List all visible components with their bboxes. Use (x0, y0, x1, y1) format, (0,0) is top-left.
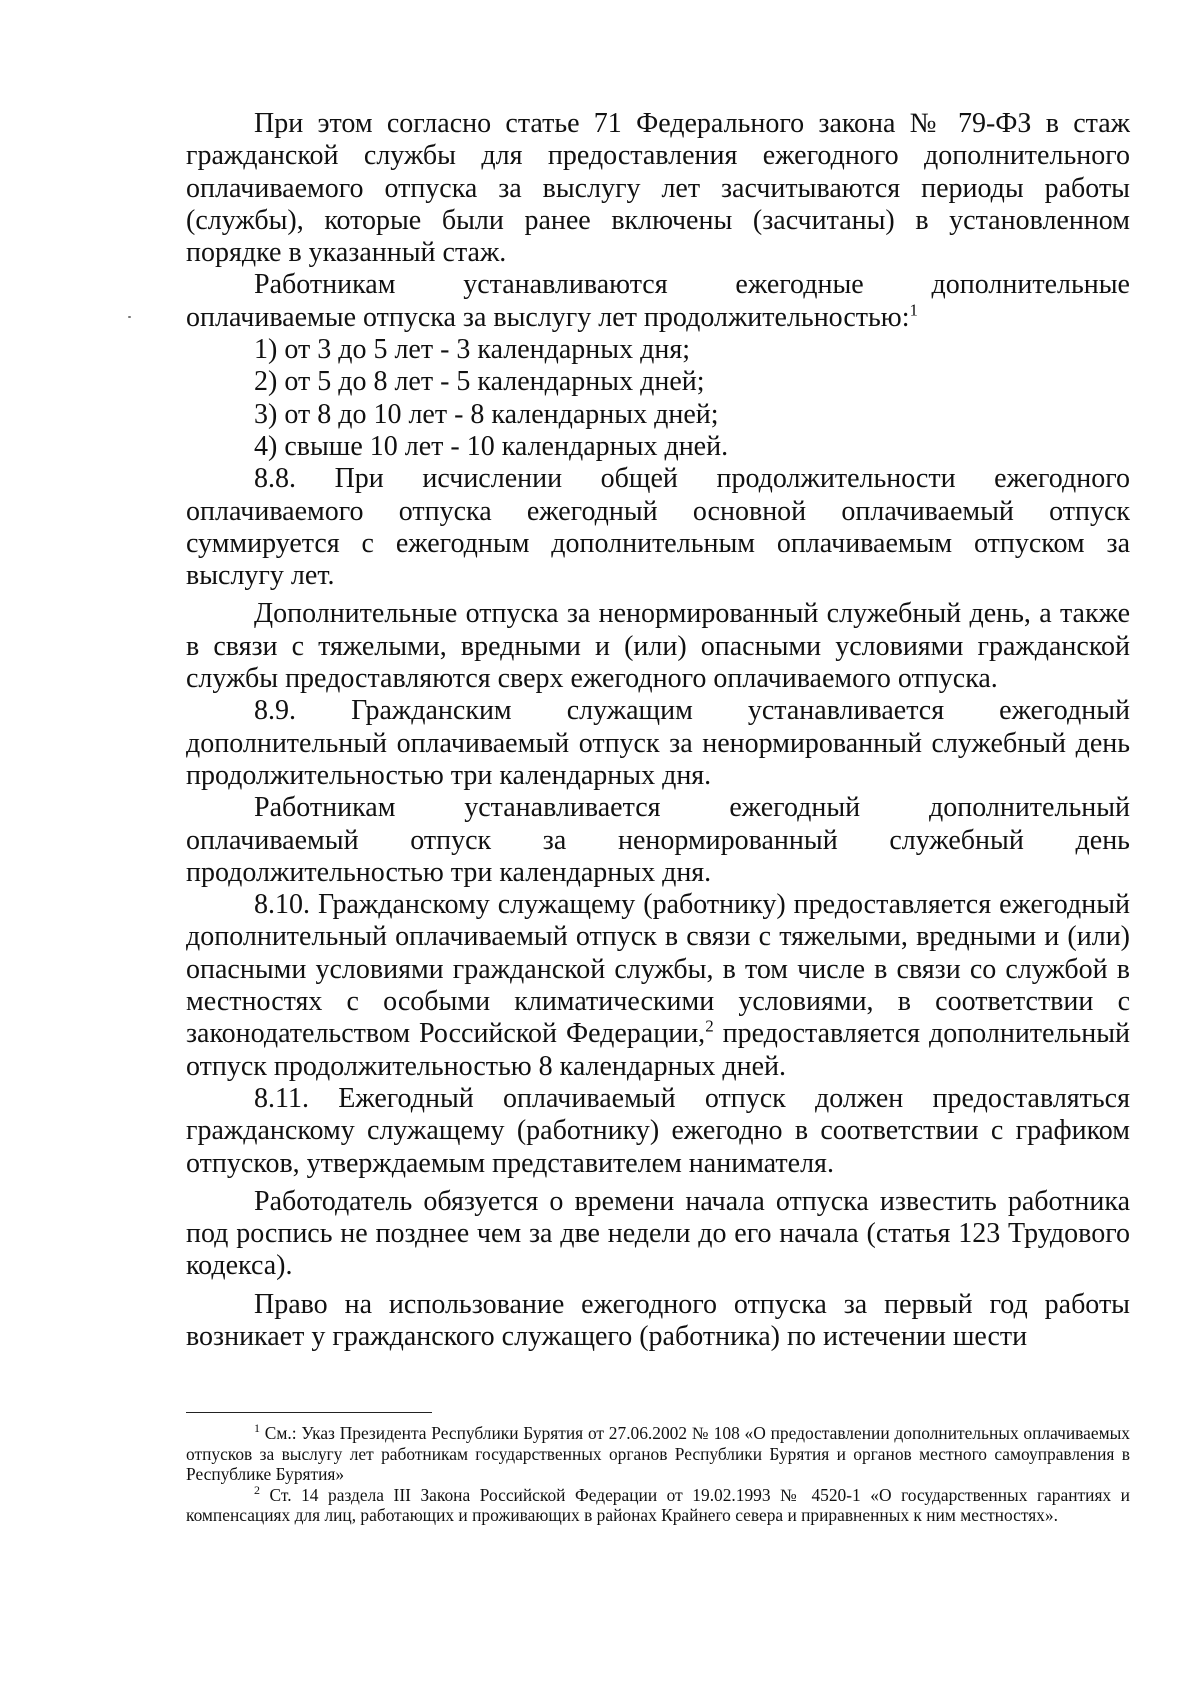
footnote-mark: 2 (254, 1482, 260, 1497)
footnotes (186, 1412, 1130, 1526)
list-item: 1) от 3 до 5 лет - 3 календарных дня; (254, 334, 690, 366)
footnote-text: Ст. 14 раздела III Закона Российской Федерации от 19.02.1993 № 4520-1 «О государственных гарантиях и компенсациях для лиц, работающих и проживающих в районах Крайнего севера и приравненных к ним местностях». (186, 1484, 1130, 1525)
word: ежегодный (729, 792, 861, 824)
footnote-mark: 1 (254, 1421, 260, 1436)
word: ненормированный (617, 824, 838, 856)
paragraph-employees-leave-rest (186, 302, 1130, 334)
text: оплачиваемые отпуска за выслугу лет продолжительностью: (186, 301, 910, 333)
paragraph-additional-leave: Дополнительные отпуска за ненормированный служебный день, а также в связи с тяжелыми, вредными и (или) опасными условиями гражданской службы предоставляются сверх ежегодного оплачиваемого отпуска. (186, 598, 1130, 695)
footnote-ref-2[interactable]: 2 (705, 1016, 714, 1036)
word: дополнительные (931, 269, 1130, 301)
paragraph-8-9: 8.9. Гражданским служащим устанавливается ежегодный дополнительный оплачиваемый отпуск за ненормированный служебный день продолжительностью три календарных дня. (186, 695, 1130, 791)
word: день (1075, 824, 1130, 856)
paragraph-8-8: 8.8. При исчислении общей продолжительности ежегодного оплачиваемого отпуска ежегодный основной оплачиваемый отпуск суммируется с ежегодным дополнительным оплачиваемым отпуском за выслугу лет. (186, 463, 1130, 592)
text: предоставляется дополнительный отпуск продолжительностью 8 календарных дней. (186, 1018, 1130, 1082)
footnote-separator (186, 1412, 432, 1413)
word: дополнительный (929, 792, 1130, 824)
paragraph-employees-irregular-line2 (186, 825, 1130, 857)
word: устанавливаются (463, 269, 668, 301)
list-item: 3) от 8 до 10 лет - 8 календарных дней; (254, 398, 719, 430)
word: за (542, 824, 567, 856)
word: служебный (889, 824, 1024, 856)
paragraph-8-10 (186, 889, 1130, 1083)
word: Работникам (254, 792, 396, 824)
list-item: 2) от 5 до 8 лет - 5 календарных дней; (254, 366, 705, 398)
paragraph-8-11: 8.11. Ежегодный оплачиваемый отпуск должен предоставляться гражданскому служащему (работнику) ежегодно в соответствии с графиком отпусков, утверждаемым представителем нанимателя. (186, 1082, 1130, 1179)
word: устанавливается (464, 792, 661, 824)
document-body (186, 108, 1130, 1353)
text: 8.10. Гражданскому служащему (работнику) предоставляется ежегодный дополнительный оплачиваемый отпуск в связи с тяжелыми, вредными и (или) опасными условиями гражданской службы, в том числе в связи со службой в местностях с особыми климатическими условиями, в соответствии с законодательством Российской Федерации, (186, 889, 1130, 1050)
word: ежегодные (735, 269, 864, 301)
footnote-ref-1[interactable]: 1 (909, 300, 919, 320)
paragraph-employer-notice: Работодатель обязуется о времени начала отпуска известить работника под роспись не позднее чем за две недели до его начала (статья 123 Трудового кодекса). (186, 1185, 1130, 1282)
paragraph-first-year-right: Право на использование ежегодного отпуска за первый год работы возникает у гражданского служащего (работника) по истечении шести (186, 1288, 1130, 1352)
word: отпуск (410, 824, 492, 856)
footnote-1 (186, 1423, 1130, 1485)
footnote-2 (186, 1482, 1130, 1526)
footnote-text: См.: Указ Президента Республики Бурятия от 27.06.2002 № 108 «О предоставлении дополнительных оплачиваемых отпусков за выслугу лет работникам государственных органов Республики Бурятия и органов местного самоуправления в Республике Бурятия» (186, 1423, 1130, 1484)
paragraph-stazh: При этом согласно статье 71 Федерального закона № 79-ФЗ в стаж гражданской службы для предоставления ежегодного дополнительного оплачиваемого отпуска за выслугу лет засчитываются периоды работы (службы), которые были ранее включены (засчитаны) в установленном порядке в указанный стаж. (186, 108, 1130, 269)
paragraph-employees-leave-heading (186, 269, 1130, 301)
scan-speck (128, 316, 131, 318)
list-item: 4) свыше 10 лет - 10 календарных дней. (254, 430, 729, 462)
word: Работникам (254, 269, 396, 301)
word: оплачиваемый (186, 824, 359, 856)
paragraph-employees-irregular-rest: продолжительностью три календарных дня. (186, 856, 712, 888)
paragraph-employees-irregular-line1 (186, 792, 1130, 824)
